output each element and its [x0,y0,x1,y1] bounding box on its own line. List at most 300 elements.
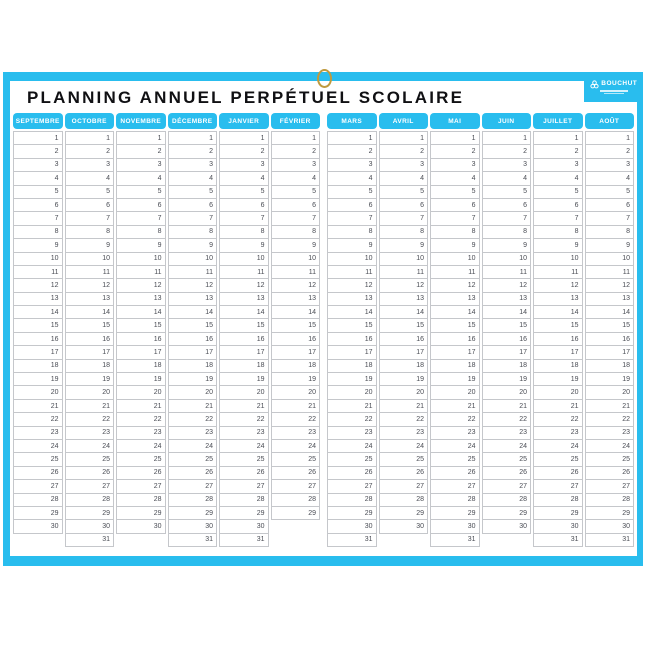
day-number: 25 [102,456,110,464]
day-number: 15 [364,322,373,330]
day-number: 5 [209,188,213,196]
day-number: 20 [308,389,316,397]
day-cell [169,507,217,520]
day-number: 11 [102,268,110,276]
day-cell [272,467,320,480]
day-number: 30 [467,523,476,531]
day-cell [14,520,62,533]
day-number: 13 [308,295,316,303]
day-number: 1 [626,134,630,142]
day-number: 4 [157,174,162,182]
day-cell [380,319,428,332]
day-number: 15 [256,322,265,330]
day-number: 22 [153,415,162,423]
day-number: 1 [260,134,265,142]
day-cell [380,279,428,292]
day-number: 13 [467,295,476,303]
day-cell [14,266,62,279]
day-cell [586,480,634,493]
day-number: 11 [571,268,579,276]
day-cell [220,400,268,413]
day-cell [483,145,531,158]
day-cell [220,159,268,172]
day-cell [380,333,428,346]
day-number: 25 [256,456,265,464]
day-number: 6 [368,201,373,209]
day-cell [483,400,531,413]
day-cell [272,373,320,386]
day-number: 6 [106,201,110,209]
day-number: 23 [364,429,373,437]
day-number: 13 [416,295,424,303]
day-cell [328,427,376,440]
brand-badge [584,72,643,102]
day-number: 3 [54,161,59,169]
day-number: 6 [260,201,265,209]
page-title: PLANNING ANNUEL PERPÉTUEL SCOLAIRE [27,88,465,107]
day-number: 4 [260,174,265,182]
day-number: 9 [523,241,527,249]
day-cell [380,159,428,172]
day-cell [220,386,268,399]
day-number: 16 [50,335,59,343]
day-number: 5 [626,188,630,196]
day-number: 21 [153,402,162,410]
day-cell [169,226,217,239]
day-number: 14 [416,308,424,316]
day-number: 19 [519,375,527,383]
day-cell [169,266,217,279]
day-cell [169,440,217,453]
day-cell [220,212,268,225]
day-cell [483,306,531,319]
day-number: 28 [570,496,579,504]
day-cell [272,507,320,520]
day-number: 9 [260,241,265,249]
day-cell [220,467,268,480]
month-days-box-juin [482,131,532,534]
day-number: 24 [416,442,424,450]
day-cell [272,239,320,252]
month-days-box-fevrier [271,131,321,520]
day-cell [586,279,634,292]
day-cell [66,212,114,225]
day-cell [117,253,165,266]
day-number: 24 [205,442,213,450]
day-cell [586,199,634,212]
day-cell [328,333,376,346]
day-cell [117,507,165,520]
day-cell [220,253,268,266]
day-number: 27 [364,482,373,490]
day-number: 23 [570,429,579,437]
day-cell [431,373,479,386]
day-number: 26 [205,469,213,477]
day-number: 11 [365,268,373,276]
day-cell [14,494,62,507]
day-cell [328,507,376,520]
day-number: 19 [153,375,162,383]
day-cell [586,212,634,225]
day-cell [169,534,217,547]
day-number: 19 [205,375,213,383]
day-cell [169,172,217,185]
day-number: 3 [157,161,162,169]
day-cell [14,279,62,292]
day-cell [66,346,114,359]
day-number: 14 [153,308,162,316]
day-cell [534,293,582,306]
day-number: 7 [471,215,476,223]
day-cell [431,226,479,239]
day-cell [483,172,531,185]
day-number: 12 [153,281,162,289]
day-number: 20 [102,389,110,397]
day-number: 31 [570,536,579,544]
day-cell [534,306,582,319]
day-cell [220,413,268,426]
month-column-aout [585,113,635,547]
day-cell [66,467,114,480]
day-cell [431,266,479,279]
day-number: 21 [416,402,424,410]
day-cell [272,279,320,292]
day-cell [117,293,165,306]
day-number: 21 [50,402,59,410]
day-number: 21 [622,402,630,410]
day-number: 19 [50,375,59,383]
day-number: 24 [622,442,630,450]
day-number: 17 [102,348,110,356]
month-header-mars: MARS [327,113,377,129]
day-number: 14 [570,308,579,316]
day-number: 7 [209,215,213,223]
day-number: 7 [54,215,59,223]
month-header-avril: AVRIL [379,113,429,129]
day-number: 28 [364,496,373,504]
day-cell [117,279,165,292]
day-number: 29 [153,509,162,517]
day-cell [534,440,582,453]
day-number: 7 [312,215,316,223]
day-cell [66,319,114,332]
day-number: 22 [205,415,213,423]
day-number: 4 [574,174,579,182]
day-cell [14,346,62,359]
day-number: 23 [622,429,630,437]
day-cell [117,319,165,332]
day-number: 19 [416,375,424,383]
day-cell [534,319,582,332]
day-cell [380,266,428,279]
day-number: 29 [205,509,213,517]
day-number: 27 [256,482,265,490]
day-cell [117,520,165,533]
day-number: 28 [519,496,527,504]
day-cell [534,467,582,480]
day-cell [483,199,531,212]
day-number: 27 [102,482,110,490]
day-number: 10 [364,255,373,263]
day-cell [534,346,582,359]
day-cell [66,159,114,172]
day-cell [380,253,428,266]
day-cell [586,239,634,252]
day-number: 7 [523,215,527,223]
day-number: 26 [102,469,110,477]
day-cell [328,494,376,507]
month-header-mai: MAI [430,113,480,129]
day-cell [66,480,114,493]
day-number: 22 [102,415,110,423]
day-number: 18 [416,362,424,370]
month-column-mars [327,113,377,547]
day-cell [328,413,376,426]
day-cell [483,427,531,440]
day-number: 2 [157,148,162,156]
day-cell [380,132,428,145]
day-cell [534,427,582,440]
day-number: 18 [102,362,110,370]
day-cell [586,413,634,426]
day-number: 26 [467,469,476,477]
day-number: 13 [205,295,213,303]
day-number: 10 [256,255,265,263]
day-cell [220,440,268,453]
day-cell [272,145,320,158]
day-number: 29 [308,509,316,517]
day-cell [14,386,62,399]
day-number: 9 [157,241,162,249]
day-cell [220,279,268,292]
day-number: 8 [209,228,213,236]
day-cell [586,360,634,373]
day-number: 8 [260,228,265,236]
day-number: 20 [622,389,630,397]
day-number: 28 [308,496,316,504]
day-number: 11 [519,268,527,276]
day-cell [14,186,62,199]
day-number: 3 [106,161,110,169]
day-number: 23 [102,429,110,437]
day-cell [272,253,320,266]
day-number: 15 [570,322,579,330]
day-cell [380,400,428,413]
day-number: 12 [467,281,476,289]
day-number: 15 [50,322,59,330]
day-cell [328,453,376,466]
day-number: 20 [519,389,527,397]
day-number: 20 [256,389,265,397]
day-number: 12 [570,281,579,289]
day-cell [380,507,428,520]
day-cell [272,346,320,359]
day-number: 15 [416,322,424,330]
month-column-septembre [13,113,63,534]
day-number: 25 [153,456,162,464]
day-cell [534,413,582,426]
day-cell [328,480,376,493]
day-cell [483,494,531,507]
day-number: 8 [368,228,373,236]
day-number: 7 [368,215,373,223]
day-number: 18 [205,362,213,370]
day-number: 21 [205,402,213,410]
day-cell [220,186,268,199]
day-cell [117,145,165,158]
day-cell [14,239,62,252]
day-number: 31 [102,536,110,544]
day-number: 20 [467,389,476,397]
day-number: 26 [153,469,162,477]
day-number: 11 [257,268,265,276]
day-number: 15 [102,322,110,330]
day-cell [586,333,634,346]
day-number: 2 [523,148,527,156]
day-cell [66,507,114,520]
day-cell [380,306,428,319]
day-number: 12 [622,281,630,289]
day-cell [117,186,165,199]
day-cell [328,467,376,480]
month-days-box-mai [430,131,480,547]
day-cell [14,373,62,386]
day-number: 17 [153,348,162,356]
day-cell [431,413,479,426]
day-cell [483,413,531,426]
day-number: 6 [157,201,162,209]
day-cell [586,440,634,453]
day-cell [534,507,582,520]
day-number: 24 [364,442,373,450]
day-cell [586,467,634,480]
day-number: 3 [260,161,265,169]
day-cell [220,199,268,212]
day-cell [431,534,479,547]
month-header-decembre: DÉCEMBRE [168,113,218,129]
day-cell [14,427,62,440]
day-cell [328,186,376,199]
day-number: 10 [102,255,110,263]
day-number: 25 [50,456,59,464]
day-cell [483,279,531,292]
day-number: 12 [519,281,527,289]
day-cell [14,440,62,453]
day-number: 18 [308,362,316,370]
day-number: 27 [205,482,213,490]
day-number: 16 [102,335,110,343]
day-number: 29 [50,509,59,517]
day-number: 2 [626,148,630,156]
day-number: 15 [205,322,213,330]
month-header-juillet: JUILLET [533,113,583,129]
day-number: 29 [519,509,527,517]
day-cell [14,212,62,225]
month-days-box-juillet [533,131,583,547]
day-number: 12 [416,281,424,289]
day-cell [431,132,479,145]
day-number: 21 [256,402,265,410]
day-cell [220,427,268,440]
day-cell [14,333,62,346]
day-number: 31 [364,536,373,544]
day-cell [169,467,217,480]
day-cell [117,386,165,399]
day-cell [14,145,62,158]
day-cell [431,333,479,346]
day-cell [14,132,62,145]
day-number: 18 [364,362,373,370]
day-number: 28 [622,496,630,504]
day-number: 20 [364,389,373,397]
day-number: 15 [308,322,316,330]
day-cell [66,226,114,239]
day-cell [117,440,165,453]
day-cell [272,132,320,145]
day-cell [328,279,376,292]
months-grid [13,113,634,547]
day-number: 15 [467,322,476,330]
day-cell [431,480,479,493]
day-cell [328,239,376,252]
day-number: 23 [256,429,265,437]
day-cell [117,400,165,413]
day-number: 3 [574,161,579,169]
day-cell [534,373,582,386]
day-cell [534,186,582,199]
day-cell [431,239,479,252]
day-number: 25 [205,456,213,464]
day-number: 4 [626,174,630,182]
day-cell [220,480,268,493]
day-cell [431,199,479,212]
day-number: 22 [416,415,424,423]
day-cell [14,507,62,520]
day-cell [117,132,165,145]
day-cell [169,427,217,440]
day-cell [117,480,165,493]
month-column-juillet [533,113,583,547]
day-cell [380,346,428,359]
day-cell [328,145,376,158]
day-number: 16 [308,335,316,343]
day-cell [380,199,428,212]
day-number: 23 [205,429,213,437]
day-cell [328,226,376,239]
day-number: 30 [153,523,162,531]
day-number: 24 [50,442,59,450]
day-number: 27 [570,482,579,490]
day-number: 13 [102,295,110,303]
day-cell [272,386,320,399]
day-cell [169,279,217,292]
month-days-box-aout [585,131,635,547]
day-number: 22 [50,415,59,423]
day-cell [431,212,479,225]
day-number: 20 [153,389,162,397]
day-cell [328,266,376,279]
day-cell [66,360,114,373]
day-cell [14,480,62,493]
day-cell [66,386,114,399]
day-number: 14 [102,308,110,316]
day-cell [169,386,217,399]
day-number: 8 [157,228,162,236]
month-header-aout: AOÛT [585,113,635,129]
day-cell [586,253,634,266]
day-cell [66,239,114,252]
day-number: 23 [467,429,476,437]
